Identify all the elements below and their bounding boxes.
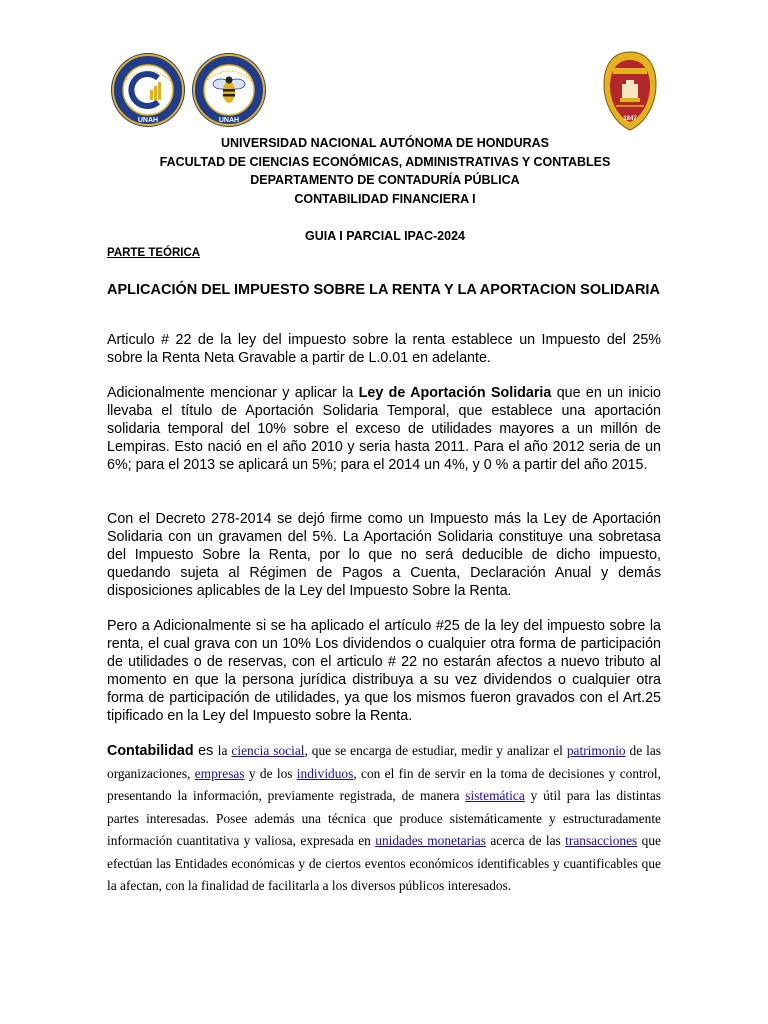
- logo-left-text: UNAH: [137, 117, 159, 124]
- course-name: CONTABILIDAD FINANCIERA I: [294, 191, 476, 206]
- university-name: UNIVERSIDAD NACIONAL AUTÓNOMA DE HONDURAS: [220, 136, 549, 150]
- definition-text: es: [193, 743, 218, 759]
- link-transacciones[interactable]: transacciones: [565, 833, 638, 848]
- faculty-name: FACULTAD DE CIENCIAS ECONÓMICAS, ADMINISTRATIVAS Y CONTABLES: [159, 154, 611, 169]
- paragraph-decree-278-2014: Con el Decreto 278-2014 se dejó firme como un Impuesto más la Ley de Aportación Solidaria con un gravamen del 5%. La Aportación Solidaria constituye una sobretasa del Impuesto Sobre la Renta, por lo que no será deducible de dicho impuesto, quedando sujeta al Régimen de Pagos a Cuenta, Declaración Anual y demás disposiciones aplicables de la Ley del Impuesto Sobre la Renta.: [107, 511, 661, 599]
- unah-economics-bee-logo: [191, 52, 267, 128]
- accounting-definition: [107, 740, 661, 898]
- paragraph-article-22: Articulo # 22 de la ley del impuesto sobre la renta establece un Impuesto del 25% sobre la Renta Neta Gravable a partir de L.0.01 en adelante.: [107, 332, 661, 366]
- paragraph-text: que en un inicio llevaba el título de Aportación Solidaria Temporal, que establece una aportación solidaria temporal del 10% sobre el exceso de utilidades mayores a un millón de Lempiras. Esto nació en el año 2010 y seria hasta 2011. Para el año 2012 seria de un 6%; para el 2013 se aplicará un 5%; para el 2014 un 4%, y 0 % a partir del año 2015.: [107, 385, 661, 473]
- link-empresas[interactable]: empresas: [194, 765, 245, 781]
- definition-text: y de los: [244, 765, 297, 781]
- university-crest-logo: [602, 50, 658, 132]
- paragraph-article-25: Pero a Adicionalmente si se ha aplicado el artículo #25 de la ley del impuesto sobre la renta, el cual grava con un 10% Los dividendos o cualquier otra forma de participación de utilidades o de reservas, con el articulo # 22 no estarán afectos a nuevo tributo al momento en que la persona jurídica distribuya a su vez dividendos o cualquier otra forma de participación de utilidades, ya que los mismos fueron gravados con el Art.25 tipificado en la Ley del Impuesto sobre la Renta.: [107, 618, 661, 724]
- unah-accounting-logo: [110, 52, 186, 128]
- guide-title: GUIA I PARCIAL IPAC-2024: [305, 229, 465, 243]
- paragraph-solidarity-law: [107, 384, 661, 474]
- link-individuos[interactable]: individuos: [296, 765, 354, 781]
- part-label: PARTE TEÓRICA: [107, 247, 201, 259]
- definition-text: , que se encarga de estudiar, medir y analizar el: [304, 743, 567, 758]
- section-title: APLICACIÓN DEL IMPUESTO SOBRE LA RENTA Y LA APORTACION SOLIDARIA: [107, 282, 660, 298]
- paragraph-text: Adicionalmente mencionar y aplicar la: [107, 385, 359, 401]
- definition-term: Contabilidad: [107, 743, 194, 759]
- definition-text: , con el fin de servir en la toma de decisiones y control, presentando la información, previamente registrada, de manera: [107, 765, 661, 803]
- department-name: DEPARTAMENTO DE CONTADURÍA PÚBLICA: [250, 173, 520, 187]
- definition-text: de las organizaciones,: [107, 743, 661, 781]
- definition-text: y útil para las distintas partes interesadas. Posee además una técnica que produce sistemáticamente y estructuradamente información cuantitativa y valiosa, expresada en: [107, 788, 661, 848]
- document-header: [90, 134, 680, 208]
- link-ciencia-social[interactable]: ciencia social: [231, 743, 305, 758]
- law-name-bold: Ley de Aportación Solidaria: [358, 385, 552, 401]
- link-unidades-monetarias[interactable]: unidades monetarias: [375, 833, 486, 848]
- definition-text: la: [217, 743, 232, 758]
- logo-mid-text: UNAH: [218, 117, 240, 124]
- link-sistematica[interactable]: sistemática: [465, 788, 525, 803]
- link-patrimonio[interactable]: patrimonio: [566, 743, 626, 758]
- crest-year-text: 1847: [623, 116, 637, 122]
- definition-text: que efectúan las Entidades económicas y de ciertos eventos económicos identificables y cuantificables que la afectan, con la finalidad de facilitarla a los diversos públicos interesados.: [107, 833, 661, 893]
- definition-text: acerca de las: [485, 833, 566, 848]
